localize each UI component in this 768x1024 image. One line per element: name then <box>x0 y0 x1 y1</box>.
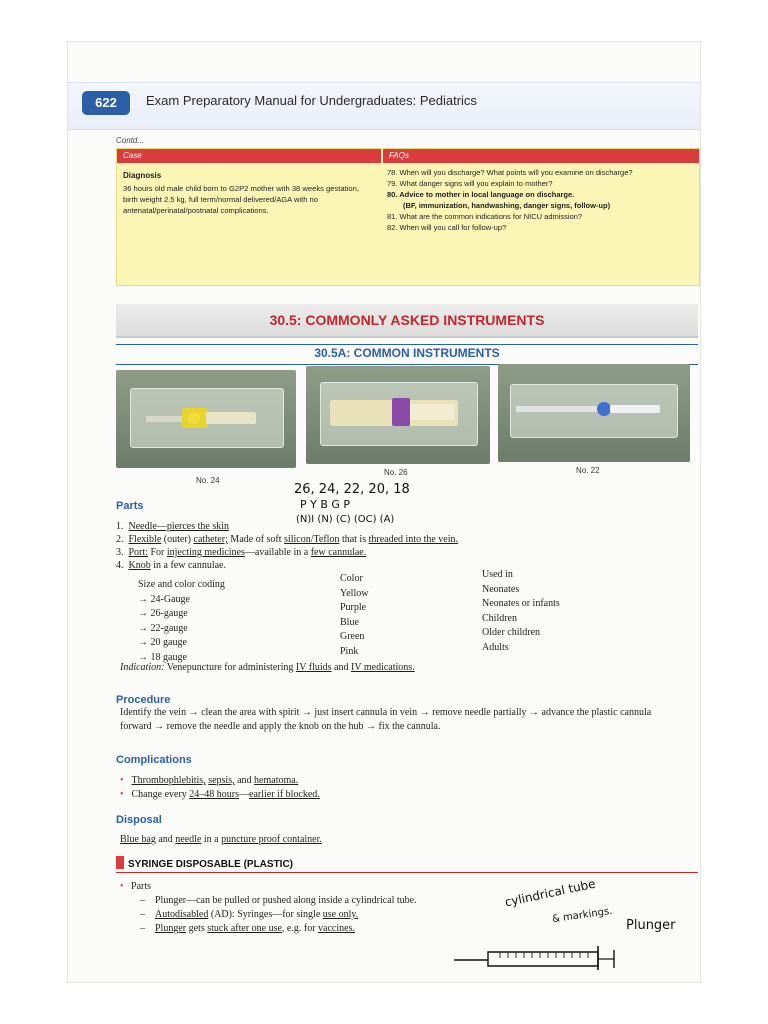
faq-list <box>387 167 697 233</box>
faq-item: 82. When will you call for follow-up? <box>387 223 507 232</box>
photo-caption: No. 22 <box>576 466 600 475</box>
list-item: 2. Flexible (outer) catheter; Made of soft silicon/Teflon that is threaded into the vein. <box>116 534 459 545</box>
disposal-heading: Disposal <box>116 814 162 826</box>
diagnosis-title: Diagnosis <box>123 171 162 180</box>
handwritten-users: (N)I (N) (C) (OC) (A) <box>296 514 395 525</box>
page-header <box>68 82 700 130</box>
subsection-title: 30.5A: COMMON INSTRUMENTS <box>314 346 500 360</box>
cannula-22-image <box>498 364 690 462</box>
cannula-26-image <box>306 366 490 464</box>
syringe-parts <box>120 880 417 936</box>
cannula-24-image <box>116 370 296 468</box>
list-item: • Parts <box>120 881 152 892</box>
syringe-sketch-icon <box>448 938 618 972</box>
cannula-photo-22 <box>498 364 690 462</box>
book-title: Exam Preparatory Manual for Undergraduates: Pediatrics <box>146 93 477 108</box>
color-column: Color Yellow Purple Blue Green Pink <box>340 573 369 657</box>
list-item: 4. Knob in a few cannulae. <box>116 560 226 571</box>
faq-item: (BF, immunization, handwashing, danger signs, follow-up) <box>403 201 611 210</box>
list-item: • Change every 24–48 hours—earlier if blocked. <box>120 788 320 802</box>
cannula-photo-26 <box>306 366 490 464</box>
textbook-page <box>68 42 700 982</box>
disposal-text: Blue bag and needle in a puncture proof container. <box>120 834 322 845</box>
faq-item: 79. What danger signs will you explain to mother? <box>387 179 553 188</box>
size-column: Size and color coding → 24-Gauge → 26-gauge → 22-gauge → 20 gauge → 18 gauge <box>138 579 225 663</box>
divider <box>116 344 698 345</box>
contd-label: Contd... <box>116 136 145 145</box>
indication-line: Indication: Venepuncture for administering IV fluids and IV medications. <box>120 662 415 673</box>
case-faq-table <box>116 148 700 286</box>
case-heading: Case <box>117 149 381 163</box>
procedure-text: Identify the vein → clean the area with spirit → just insert cannula in vein → remove needle partially → advance the plastic cannula forward → remove the needle and apply the knob on the hub → fix the cannula. <box>120 707 652 732</box>
list-item: 3. Port: For injecting medicines—available in a few cannulae. <box>116 547 367 558</box>
used-in-column: Used in Neonates Neonates or infants Children Older children Adults <box>482 569 560 653</box>
handwritten-gauges: 26, 24, 22, 20, 18 <box>294 482 410 497</box>
parts-heading: Parts <box>116 500 144 512</box>
photo-caption: No. 26 <box>384 468 408 477</box>
list-item: – Plunger—can be pulled or pushed along inside a cylindrical tube. <box>140 894 417 908</box>
complications-heading: Complications <box>116 754 192 766</box>
parts-list <box>116 520 676 572</box>
list-item: • Thrombophlebitis, sepsis, and hematoma. <box>120 774 320 788</box>
complications-list <box>120 774 320 802</box>
red-marker <box>116 856 124 869</box>
handwritten-colors: P Y B G P <box>300 498 351 511</box>
faq-item: 80. Advice to mother in local language on discharge. <box>387 190 575 199</box>
faq-heading: FAQs <box>383 149 699 163</box>
section-title: 30.5: COMMONLY ASKED INSTRUMENTS <box>116 304 698 338</box>
photo-caption: No. 24 <box>196 476 220 485</box>
diagnosis-text: 36 hours old male child born to G2P2 mother with 38 weeks gestation, birth weight 2.5 kg, full term/normal delivered/AGA with no antenatal/perinatal/postnatal complications. <box>123 184 359 215</box>
procedure-heading: Procedure <box>116 694 171 706</box>
handwritten-tube-label: cylindrical tube <box>503 876 597 910</box>
syringe-heading: SYRINGE DISPOSABLE (PLASTIC) <box>116 856 698 873</box>
faq-item: 78. When will you discharge? What points will you examine on discharge? <box>387 168 633 177</box>
faq-item: 81. What are the common indications for NICU admission? <box>387 212 583 221</box>
handwritten-markings: & markings. <box>551 905 614 926</box>
list-item: – Autodisabled (AD): Syringes—for single use only. <box>140 908 417 922</box>
list-item: – Plunger gets stuck after one use, e.g. for vaccines. <box>140 922 417 936</box>
handwritten-plunger: Plunger <box>626 918 676 933</box>
list-item: 1. Needle—pierces the skin <box>116 521 230 532</box>
page-number: 622 <box>82 91 130 115</box>
cannula-photo-24 <box>116 370 296 468</box>
